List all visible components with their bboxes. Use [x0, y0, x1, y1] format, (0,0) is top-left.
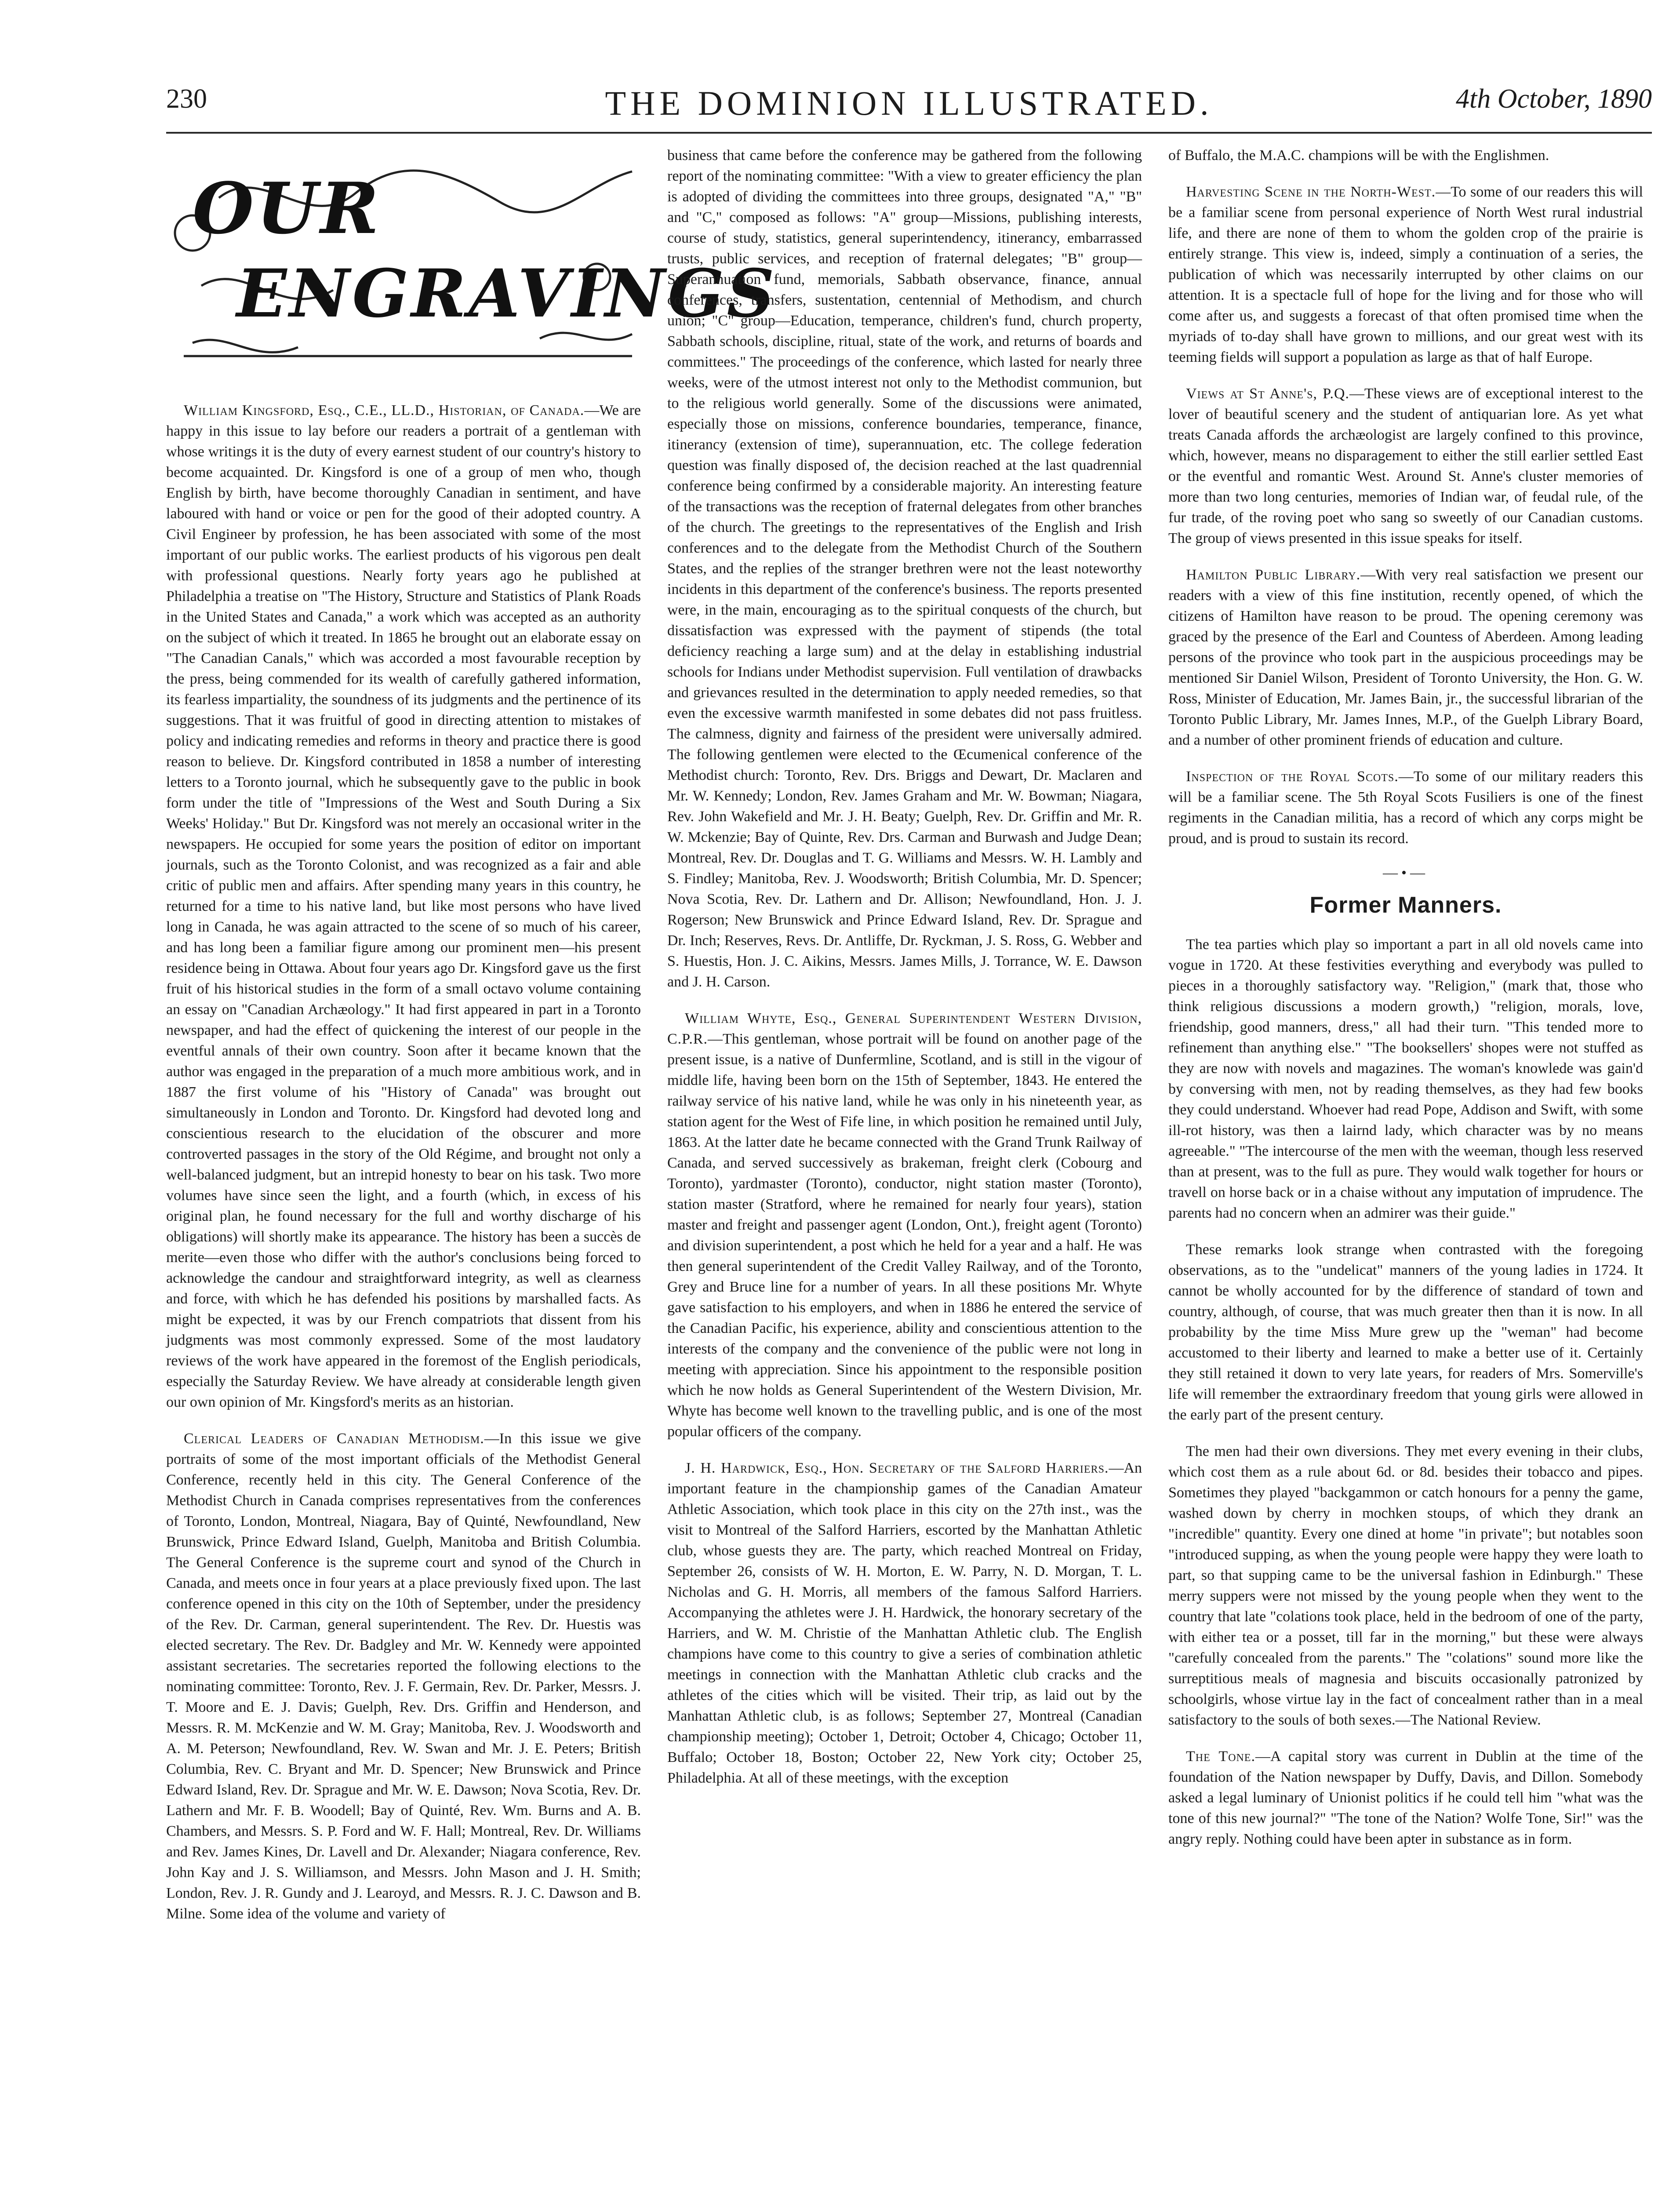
- article-body: —To some of our military readers this will be a familiar scene. The 5th Royal Scots Fusiliers is one of the finest regiments in the Canadian militia, has a record of which any corps might be proud, and is proud to sustain its record.: [1168, 768, 1643, 847]
- article-body: —These views are of exceptional interest to the lover of beautiful scenery and the student of antiquarian lore. As yet what treats Canada affords the archæologist are largely confined to this province, which, however, means no disparagement to either the still earlier settled East or the eventful and romantic West. Around St. Anne's cluster memories of more than two long centuries, memories of Indian war, of feudal rule, of the fur trade, of the roving poet who sang so sweetly of our Canadian customs. The group of views presented in this issue speaks for itself.: [1168, 386, 1644, 546]
- article-hardwick: [667, 1458, 1142, 1788]
- article-royal-scots: [1168, 766, 1643, 849]
- column-3: [1168, 145, 1643, 1865]
- column-1: [166, 145, 777, 1940]
- article-kingsford: [166, 400, 641, 1412]
- article-lead: The Tone.: [1186, 1748, 1255, 1765]
- former-manners-title: Former Manners.: [1309, 892, 1502, 918]
- issue-date: 4th October, 1890: [1455, 84, 1652, 114]
- section-divider: —•—: [1383, 865, 1429, 881]
- article-methodism-continued: [667, 145, 1142, 992]
- former-manners-paragraph: The tea parties which play so important a part in all old novels came into vogue in 1720. At these festivities everything and everybody was pulled to pieces in a thoroughly satisfactory way. "Religion," (mark that, those who think religious discussions a modern growth,) "religion, morals, love, friendship, good manners, dress," all had their turn. "This tended more to refinement than anything else." "The booksellers' shopes were not stuffed as they are now with novels and magazines. The woman's knowlede was gain'd by conversing with men, not by reading themselves, as they had few books they could understand. Whoever had read Pope, Addison and Swift, with some ill-rot history, was then a lairnd lady, which character was by no means agreeable." "The intercourse of the men with the weeman, though less reserved than at present, was to the full as pure. They would walk together for hours or travell on horse back or in a chaise without any imputation of imprudence. The parents had no concern when an admirer was their guide.": [1168, 936, 1643, 1221]
- article-body: —An important feature in the championship games of the Canadian Amateur Athletic Association, which took place in this city on the 27th inst., was the visit to Montreal of the Salford Harriers, escorted by the Manhattan Athletic club, whose guests they are. The party, which reached Montreal on Friday, September 26, consists of W. H. Morton, E. W. Parry, N. D. Morgan, T. L. Nicholas and G. H. Morris, all members of the famous Salford Harriers. Accompanying the athletes were J. H. Hardwick, the honorary secretary of the Harriers, and W. M. Christie of the Manhattan Athletic club. The English champions have come to this country to give a series of combination athletic meetings in connection with the Manhattan Athletic club cracks and the athletes of the cities which will be visited. Their trip, as laid out by the Manhattan Athletic club, is as follows; September 27, Montreal (Canadian championship meeting); October 1, Detroit; October 4, Chicago; October 11, Buffalo; October 18, Boston; October 22, New York city; October 25, Philadelphia. At all of these meetings, with the exception: [667, 1460, 1142, 1786]
- article-body: —With very real satisfaction we present our readers with a view of this fine institution, recently opened, of which the citizens of Hamilton have reason to be proud. The opening ceremony was graced by the presence of the Earl and Countess of Aberdeen. Among leading persons of the province who took part in the auspicious proceedings may be mentioned Sir Daniel Wilson, President of Toronto University, the Hon. G. W. Ross, Minister of Education, Mr. James Bain, jr., the successful librarian of the Toronto Public Library, Mr. James Innes, M.P., of the Guelph Library Board, and a number of other prominent friends of education and culture.: [1168, 567, 1643, 748]
- header-rule: [166, 132, 1652, 134]
- logo-line-engravings: ENGRAVINGS: [236, 255, 777, 332]
- article-body: —To some of our readers this will be a familiar scene from personal experience of North West rural industrial life, and there are none of them to whom the golden crop of the prairie is entirely strange. This view is, indeed, simply a continuation of a series, the publication of which was necessarily interrupted by other claims on our attention. It is a spectacle full of hope for the living and for those who will come after us, and suggests a forecast of that often promised time when the myriads of to-day shall have grown to millions, and our great west with its teeming fields will support a population as large as that of half Europe.: [1168, 184, 1643, 365]
- article-hamilton-library: [1168, 564, 1643, 750]
- article-lead: Harvesting Scene in the North-West.: [1186, 184, 1436, 200]
- article-body: —We are happy in this issue to lay before our readers a portrait of a gentleman with whose writings it is the duty of every earnest student of our country's history to become acquainted. Dr. Kingsford is one of a group of men who, though English by birth, have become thoroughly Canadian in sentiment, and have laboured with hand or voice or pen for the good of their adopted country. A Civil Engineer by profession, he has been associated with some of the most important of our public works. The earliest products of his vigorous pen dealt with professional questions. Nearly forty years ago he published at Philadelphia a treatise on "The History, Structure and Statistics of Plank Roads in the United States and Canada," a work which was accepted as an authority on the subject of which it treated. In 1865 he brought out an elaborate essay on "The Canadian Canals," which was accorded a most favourable reception by the press, being commended for its wealth of carefully gathered information, its fearless impartiality, the soundness of its judgments and the pertinence of its suggestions. That it was fruitful of good in directing attention to mistakes of policy and indicating remedies and reforms in theory and practice there is good reason to believe. Dr. Kingsford contributed in 1858 a number of interesting letters to a Toronto journal, which he subsequently gave to the public in book form under the title of "Impressions of the West and South During a Six Weeks' Holiday." But Dr. Kingsford was not merely an occasional writer in the newspapers. He occupied for some years the position of editor on important journals, such as the Toronto Colonist, and was recognized as a fair and able critic of public men and affairs. After spending many years in this country, he returned for a time to his native land, but like most persons who have lived long in Canada, he was again attracted to the scene of so much of his career, and has long been a familiar figure among our prominent men—his present residence being in Ottawa. About four years ago Dr. Kingsford gave us the first fruit of his historical studies in the form of a small octavo volume containing an essay on "Canadian Archæology." It had first appeared in part in a Toronto newspaper, and had the effect of quickening the interest of our people in the eventful annals of their own country. Soon after it became known that the author was engaged in the preparation of a much more ambitious work, and in 1887 the first volume of his "History of Canada" was brought out simultaneously in London and Toronto. Dr. Kingsford had devoted long and conscientious research to the elucidation of the obscurer and more controverted passages in the story of the Old Régime, and brought not only a well-balanced judgment, but an intrepid honesty to bear on his task. Two more volumes have since seen the light, and a fourth (which, in excess of his original plan, he found necessary for the full and worthy discharge of his obligations) will shortly make its appearance. The history has been a succès de merite—even those who differ with the author's conclusions being forced to acknowledge the candour and straightforward integrity, as well as clearness and force, with which he has defended his positions by marshalled facts. As might be expected, it was by our French compatriots that dissent from his judgments was most commonly expressed. Some of the most laudatory reviews of the work have appeared in the foremost of the English periodicals, especially the Saturday Review. We have already at considerable length given our own opinion of Mr. Kingsford's merits as an historian.: [166, 402, 641, 1410]
- logo-line-our: OUR: [193, 167, 382, 250]
- page-header: [166, 84, 1652, 136]
- article-lead: Inspection of the Royal Scots.: [1186, 768, 1399, 785]
- article-hardwick-continued: [1168, 145, 1643, 166]
- former-manners-paragraph: These remarks look strange when contrasted with the foregoing observations, as to the "undelicat" manners of the young ladies in 1724. It cannot be wholly accounted for by the difference of standard of town and country, although, of course, that was much greater then than it is now. In all probability by the time Miss Mure grew up the "weman" had become accustomed to their liberty and learned to make a better use of it. Certainly they still retained it down to very late years, for readers of Mrs. Somerville's life will remember the extraordinary freedom that young girls were allowed in the early part of the present century.: [1168, 1241, 1643, 1423]
- former-manners-paragraph: The men had their own diversions. They met every evening in their clubs, which cost them as a rule about 6d. or 8d. besides their tobacco and pipes. Sometimes they played "backgammon or catch honours for a penny the game, washed down by cherry in mochken stoups, of which they drank an "incredible" quantity. Every one dined at home "in private"; but notables soon "introduced supping, as when the young people were happy they were loath to part, so that supping came to be the universal fashion in Edinburgh." These merry suppers were not missed by the young people when they went to the country that late "colations took place, held in the bedroom of one of the party, with either tea or a posset, till far in the morning," but these were always "carefully concealed from the parents." The "colations" sound more like the surreptitious meals of magnesia and biscuits occasionally patronized by schoolgirls, whose virtue lay in the fact of concealment rather than in a meal satisfactory to the souls of both sexes.—The National Review.: [1168, 1443, 1643, 1728]
- column-2: [667, 145, 1142, 1804]
- article-whyte: [667, 1008, 1142, 1442]
- logo-lettering: [175, 163, 777, 374]
- article-body: business that came before the conference may be gathered from the following report of the nominating committee: "With a view to greater efficiency the plan is adopted of dividing the committees into three groups, designated "A," "B" and "C," composed as follows: "A" group—Missions, publishing interests, course of study, statistics, general superintendency, itinerancy, embarrassed trusts, public services, and reception of fraternal delegates; "B" group—Superannuation fund, memorials, Sabbath observance, finance, annual conferences, transfers, sustentation, centennial of Methodism, and church union; "C" group—Education, temperance, children's fund, church property, Sabbath schools, discipline, ritual, state of the work, and returns of boards and committees." The proceedings of the conference, which lasted for nearly three weeks, were of the utmost interest not only to the Methodist communion, but to the religious world generally. Some of the discussions were animated, especially those on missions, conference boundaries, temperance, finance, itinerancy (extension of time), superannuation, etc. The college federation question was finally disposed of, the decision reached at the last quadrennial conference being confirmed by a considerable majority. An interesting feature of the transactions was the reception of fraternal delegates from other branches of the church. The greetings to the representatives of the English and Irish conferences and to the delegate from the Methodist Church of the Southern States, and the replies of the stranger brethren were not the least noteworthy incidents in this department of the conference's business. The reports presented were, in the main, encouraging as to the spiritual conquests of the church, but dissatisfaction was expressed with the payment of stipends (the total deficiency reaching a large sum) and at the delay in establishing industrial schools for Indians under Methodist supervision. Full ventilation of drawbacks and grievances resulted in the determination to apply needed remedies, so that even the excessive warmth manifested in some debates did not pass fruitless. The calmness, dignity and fairness of the president were universally admired. The following gentlemen were elected to the Œcumenical conference of the Methodist church: Toronto, Rev. Drs. Briggs and Dewart, Dr. Maclaren and Mr. W. Kennedy; London, Rev. James Graham and Mr. W. Bowman; Niagara, Rev. John Wakefield and Mr. J. H. Beaty; Guelph, Rev. Dr. Griffin and Mr. R. W. Mckenzie; Bay of Quinte, Rev. Drs. Carman and Burwash and Judge Dean; Montreal, Rev. Dr. Douglas and T. G. Williams and Messrs. W. H. Lambly and S. Findley; Manitoba, Rev. J. Woodsworth; British Columbia, Mr. D. Spencer; Nova Scotia, Rev. Dr. Lathern and Dr. Allison; Newfoundland, Hon. J. J. Rogerson; New Brunswick and Prince Edward Island, Rev. Dr. Sprague and Dr. Inch; Reserves, Revs. Dr. Antliffe, Dr. Ryckman, J. S. Ross, G. Webber and S. Huestis, Hon. J. C. Aikins, Messrs. James Mills, J. Torrance, W. E. Dawson and J. H. Carson.: [667, 147, 1142, 990]
- article-harvesting: [1168, 182, 1643, 368]
- article-st-annes: [1168, 383, 1643, 549]
- article-lead: Views at St Anne's, P.Q.: [1186, 386, 1349, 402]
- article-lead: William Kingsford, Esq., C.E., LL.D., Historian, of Canada.: [184, 402, 585, 418]
- article-lead: William Whyte, Esq., General Superintendent Western Division, C.P.R.: [667, 1010, 1142, 1047]
- our-engravings-logo: [166, 145, 777, 391]
- article-body: of Buffalo, the M.A.C. champions will be with the Englishmen.: [1168, 147, 1549, 164]
- masthead-title: THE DOMINION ILLUSTRATED.: [605, 84, 1213, 122]
- article-lead: Clerical Leaders of Canadian Methodism.: [184, 1430, 484, 1447]
- article-body: —In this issue we give portraits of some of the most important officials of the Methodist General Conference, recently held in this city. The General Conference of the Methodist Church in Canada comprises representatives from the conferences of Toronto, London, Montreal, Niagara, Bay of Quinté, Newfoundland, New Brunswick, Prince Edward Island, Guelph, Manitoba and British Columbia. The General Conference is the supreme court and synod of the Church in Canada, and meets once in four years at a place previously fixed upon. The last conference opened in this city on the 10th of September, under the presidency of the Rev. Dr. Carman, general superintendent. The Rev. Dr. Huestis was elected secretary. The Rev. Dr. Badgley and Mr. W. Kennedy were appointed assistant secretaries. The secretaries reported the following elections to the nominating committee: Toronto, Rev. J. F. Germain, Rev. Dr. Parker, Messrs. J. T. Moore and E. J. Davis; Guelph, Rev. Drs. Griffin and Henderson, and Messrs. R. M. McKenzie and W. M. Gray; Manitoba, Rev. J. Woodsworth and A. M. Peterson; Newfoundland, Rev. W. Swan and Mr. J. E. Peters; British Columbia, Rev. C. Bryant and Mr. D. Spencer; New Brunswick and Prince Edward Island, Rev. Dr. Sprague and Mr. W. E. Dawson; Nova Scotia, Rev. Dr. Lathern and Mr. F. B. Woodell; Bay of Quinté, Rev. Wm. Burns and A. B. Chambers, and Messrs. S. P. Ford and W. F. Hall; Montreal, Rev. Dr. Williams and Rev. James Kines, Dr. Lavell and Dr. Alexander; Niagara conference, Rev. John Kay and J. S. Williamson, and Messrs. John Mason and J. H. Smith; London, Rev. J. R. Gundy and J. Learoyd, and Messrs. R. J. C. Dawson and B. Milne. Some idea of the volume and variety of: [166, 1430, 641, 1922]
- article-body: —A capital story was current in Dublin at the time of the foundation of the Nation newspaper by Duffy, Davis, and Dillon. Somebody asked a legal luminary of Unionist politics if he could tell him "what was the tone of this new journal?" "The tone of the Nation? Wolfe Tone, Sir!" was the angry reply. Nothing could have been apter in substance as in form.: [1168, 1748, 1643, 1847]
- article-lead: J. H. Hardwick, Esq., Hon. Secretary of the Salford Harriers.: [685, 1460, 1109, 1476]
- article-body: —This gentleman, whose portrait will be found on another page of the present issue, is a native of Dunfermline, Scotland, and is still in the vigour of middle life, having been born on the 15th of September, 1843. He entered the railway service of his native land, while he was only in his nineteenth year, as station agent for the West of Fife line, in which position he remained until July, 1863. At the latter date he became connected with the Grand Trunk Railway of Canada, and served successively as brakeman, freight clerk (Cobourg and Toronto), yardmaster (Toronto), conductor, night station master (Toronto), station master (Stratford, where he remained for nearly four years), station master and freight and passenger agent (London, Ont.), freight agent (Toronto) and division superintendent, a post which he held for a year and a half. He was then general superintendent of the Credit Valley Railway, and of the Toronto, Grey and Bruce line for a number of years. In all these positions Mr. Whyte gave satisfaction to his employers, and when in 1886 he entered the service of the Canadian Pacific, his experience, ability and conscientious attention to the interests of the company and the convenience of the public were not long in meeting with appreciation. Since his appointment to the responsible position which he now holds as General Superintendent of the Western Division, Mr. Whyte has become well known to the travelling public, and is one of the most popular officers of the company.: [667, 1031, 1142, 1440]
- page-number: 230: [166, 84, 207, 114]
- article-lead: Hamilton Public Library.: [1186, 567, 1361, 583]
- article-the-tone: [1168, 1746, 1643, 1849]
- article-methodism: [166, 1428, 641, 1924]
